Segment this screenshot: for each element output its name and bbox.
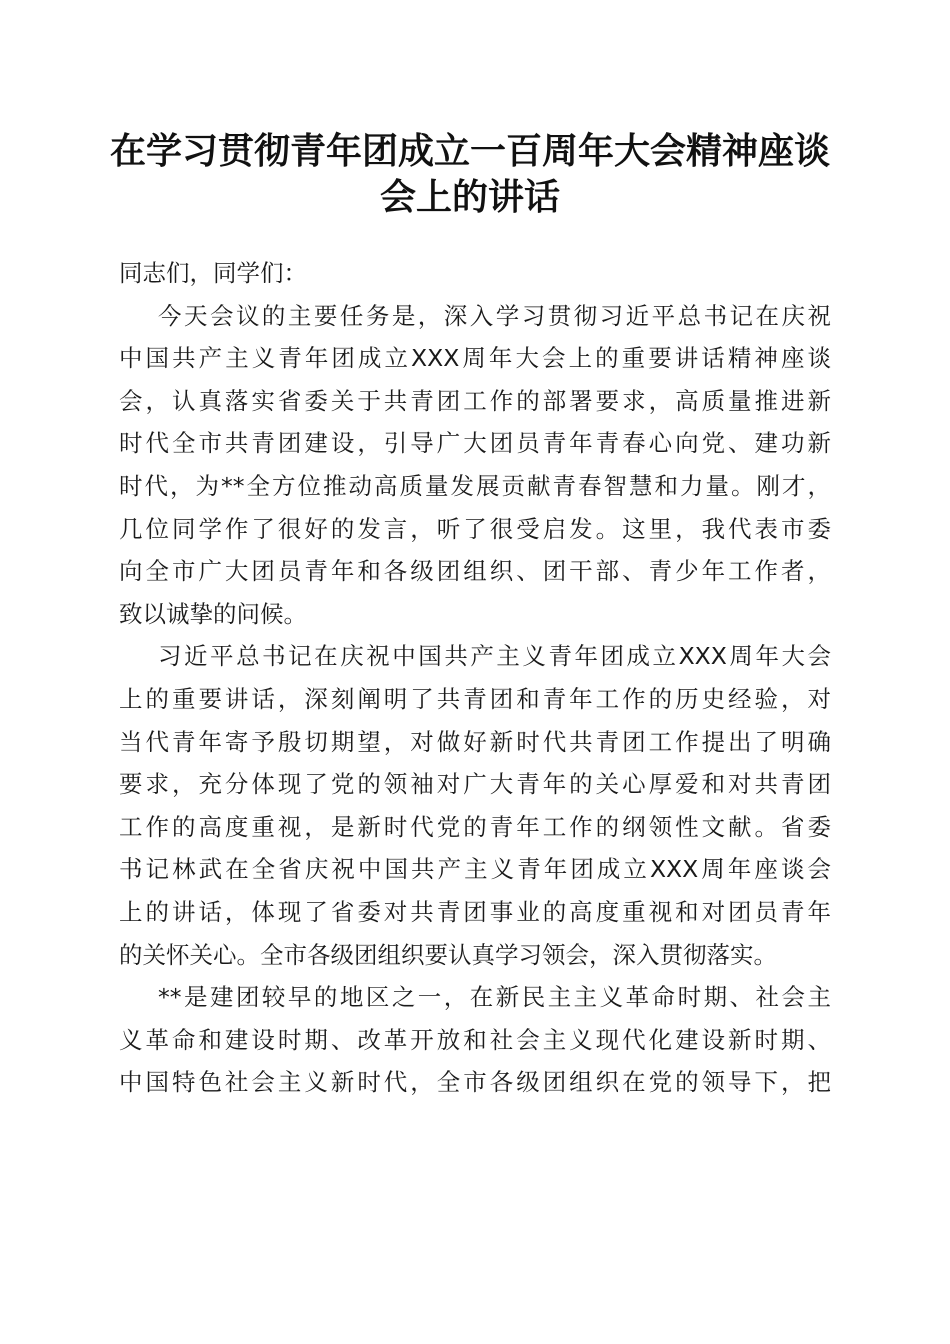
paragraph-line: 工作的高度重视，是新时代党的青年工作的纲领性文献。省委 bbox=[119, 812, 831, 841]
paragraph-line: 义革命和建设时期、改革开放和社会主义现代化建设新时期、 bbox=[119, 1025, 831, 1054]
paragraph-line: 习近平总书记在庆祝中国共产主义青年团成立XXX周年大会 bbox=[158, 642, 831, 671]
paragraph-3 bbox=[119, 976, 831, 1104]
paragraph-line: 要求，充分体现了党的领袖对广大青年的关心厚爱和对共青团 bbox=[119, 770, 831, 799]
document-body bbox=[119, 252, 831, 1104]
salutation: 同志们，同学们： bbox=[119, 259, 307, 287]
document-title bbox=[100, 128, 840, 220]
paragraph-2 bbox=[119, 635, 831, 976]
title-line: 会上的讲话 bbox=[379, 176, 560, 218]
paragraph-1 bbox=[119, 295, 831, 636]
paragraph-line: 会，认真落实省委关于共青团工作的部署要求，高质量推进新 bbox=[119, 386, 831, 415]
paragraph-line: 向全市广大团员青年和各级团组织、团干部、青少年工作者， bbox=[119, 557, 831, 586]
paragraph-line: 时代，为**全方位推动高质量发展贡献青春智慧和力量。刚才， bbox=[119, 471, 831, 500]
paragraph-line: 中国共产主义青年团成立XXX周年大会上的重要讲话精神座谈 bbox=[119, 344, 831, 373]
paragraph-line: 中国特色社会主义新时代，全市各级团组织在党的领导下，把 bbox=[119, 1068, 831, 1097]
title-line: 在学习贯彻青年团成立一百周年大会精神座谈 bbox=[109, 130, 830, 172]
paragraph-line: 几位同学作了很好的发言，听了很受启发。这里，我代表市委 bbox=[119, 514, 831, 543]
paragraph-line: 上的讲话，体现了省委对共青团事业的高度重视和对团员青年 bbox=[119, 897, 831, 926]
paragraph-line: 上的重要讲话，深刻阐明了共青团和青年工作的历史经验，对 bbox=[119, 684, 831, 713]
paragraph-line: 时代全市共青团建设，引导广大团员青年青春心向党、建功新 bbox=[119, 429, 831, 458]
paragraph-line: 的关怀关心。全市各级团组织要认真学习领会，深入贯彻落实。 bbox=[119, 940, 777, 969]
paragraph-line: 今天会议的主要任务是，深入学习贯彻习近平总书记在庆祝 bbox=[158, 301, 831, 330]
paragraph-line: 当代青年寄予殷切期望，对做好新时代共青团工作提出了明确 bbox=[119, 727, 831, 756]
paragraph-line: 书记林武在全省庆祝中国共产主义青年团成立XXX周年座谈会 bbox=[119, 855, 831, 884]
paragraph-line: **是建团较早的地区之一，在新民主主义革命时期、社会主 bbox=[158, 983, 831, 1012]
paragraph-line: 致以诚挚的问候。 bbox=[119, 599, 307, 628]
